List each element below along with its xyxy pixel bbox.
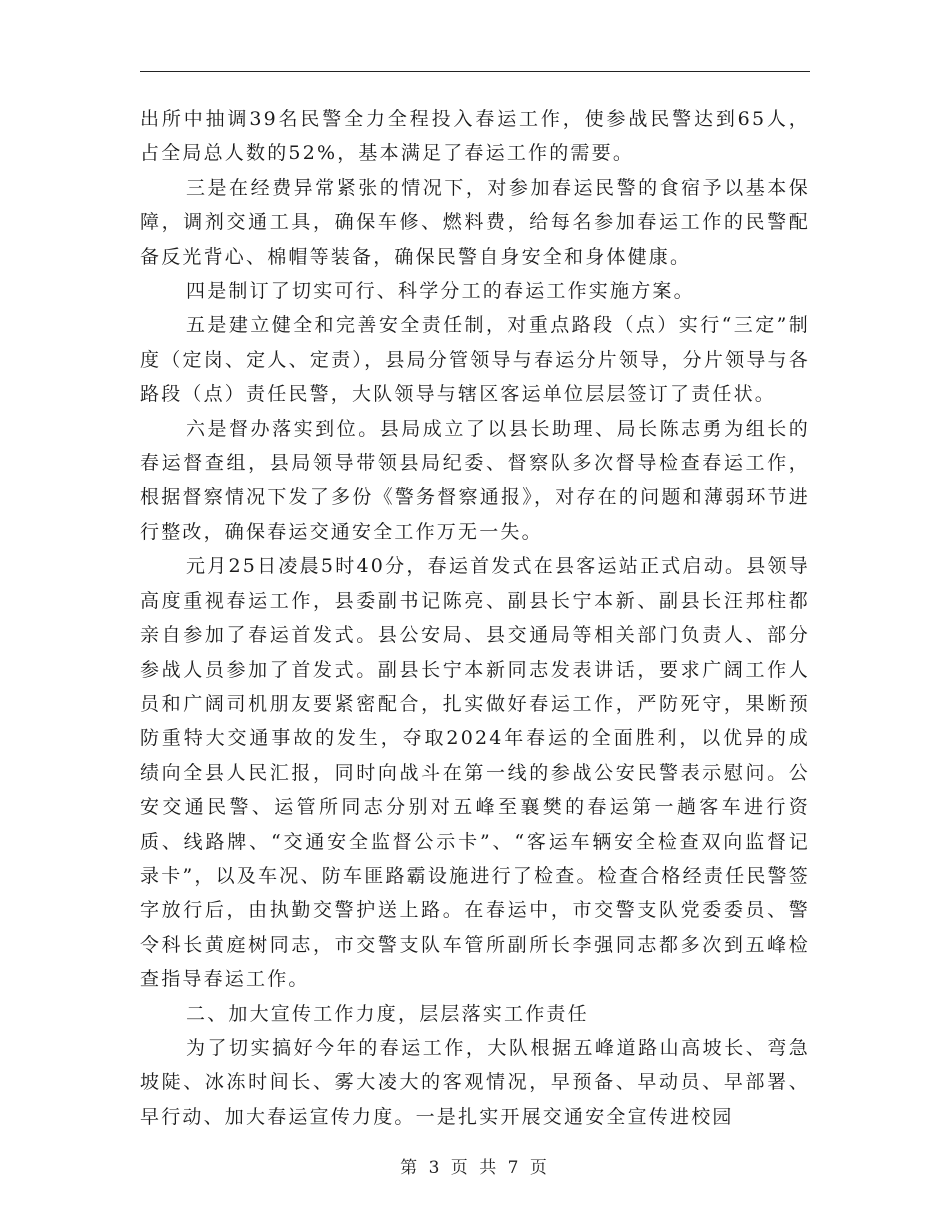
paragraph: 三是在经费异常紧张的情况下，对参加春运民警的食宿予以基本保障，调剂交通工具，确保车修、燃料费，给每名参加春运工作的民警配备反光背心、棉帽等装备，确保民警自身安全和身体健康。 (140, 176, 810, 268)
section-heading: 二、加大宣传工作力度，层层落实工作责任 (186, 1002, 589, 1025)
page-number: 第 3 页 共 7 页 (400, 1158, 550, 1178)
document-body (140, 102, 810, 1134)
paragraph: 元月25日凌晨5时40分，春运首发式在县客运站正式启动。县领导高度重视春运工作，县委副书记陈亮、副县长宁本新、副县长汪邦柱都亲自参加了春运首发式。县公安局、县交通局等相关部门负责人、部分参战人员参加了首发式。副县长宁本新同志发表讲话，要求广阔工作人员和广阔司机朋友要紧密配合，扎实做好春运工作，严防死守，果断预防重特大交通事故的发生，夺取2024年春运的全面胜利，以优异的成绩向全县人民汇报，同时向战斗在第一线的参战公安民警表示慰问。公安交通民警、运管所同志分别对五峰至襄樊的春运第一趟客车进行资质、线路牌、“交通安全监督公示卡”、“客运车辆安全检查双向监督记录卡”，以及车况、防车匪路霸设施进行了检查。检查合格经责任民警签字放行后，由执勤交警护送上路。在春运中，市交警支队党委委员、警令科长黄庭树同志，市交警支队车管所副所长李强同志都多次到五峰检查指导春运工作。 (140, 555, 810, 991)
paragraph: 为了切实搞好今年的春运工作，大队根据五峰道路山高坡长、弯急坡陡、冰冻时间长、雾大凌大的客观情况，早预备、早动员、早部署、早行动、加大春运宣传力度。一是扎实开展交通安全宣传进校园 (140, 1036, 810, 1128)
paragraph: 四是制订了切实可行、科学分工的春运工作实施方案。 (186, 280, 695, 303)
paragraph: 六是督办落实到位。县局成立了以县长助理、局长陈志勇为组长的春运督查组，县局领导带领县局纪委、督察队多次督导检查春运工作，根据督察情况下发了多份《警务督察通报》，对存在的问题和薄弱环节进行整改，确保春运交通安全工作万无一失。 (140, 417, 810, 543)
paragraph: 五是建立健全和完善安全责任制，对重点路段（点）实行“三定”制度（定岗、定人、定责），县局分管领导与春运分片领导，分片领导与各路段（点）责任民警，大队领导与辖区客运单位层层签订了责任状。 (140, 314, 810, 406)
header-rule (140, 71, 810, 72)
paragraph: 出所中抽调39名民警全力全程投入春运工作，使参战民警达到65人，占全局总人数的52%，基本满足了春运工作的需要。 (140, 108, 810, 165)
